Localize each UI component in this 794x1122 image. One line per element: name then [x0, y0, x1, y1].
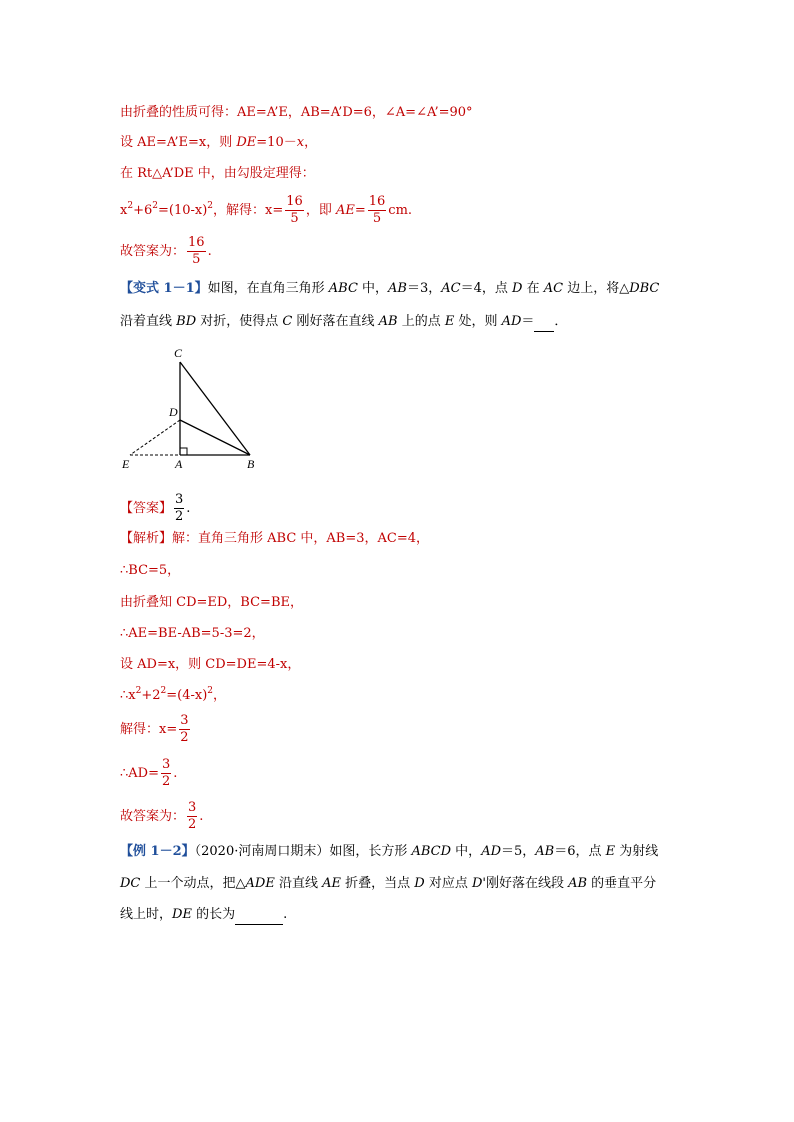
solution-line-4: $x^2+6^2=(10-x)^2$，解得：x= $\frac{16}{5}$ ，即 AE= $\frac{16}{5}$ cm.: [120, 194, 413, 226]
analysis-step-5: $\therefore x^2+2^2=(4-x)^2$，: [120, 686, 227, 703]
segment-db: [180, 420, 250, 455]
label-a: A: [175, 457, 183, 471]
fraction: $\frac{16}{5}$: [286, 194, 303, 226]
triangle-figure: [112, 340, 272, 475]
answer-blank: [534, 313, 554, 332]
analysis-step-7: ∴AD= $\frac{3}{2}$ .: [120, 757, 178, 789]
analysis-step-1: ∴BC=5，: [120, 563, 181, 578]
solution-line-2: 设 AE=A’E=x，则 DE=10－x，: [120, 135, 318, 150]
solution-line-1: [120, 104, 473, 122]
fraction: $\frac{3}{2}$: [180, 713, 189, 745]
example-line-3: 线上时，DE 的长为 .: [120, 906, 287, 925]
answer-blank: [235, 906, 283, 925]
analysis-step-3: ∴AE=BE-AB=5-3=2，: [120, 626, 265, 641]
analysis-step-4: 设 AD=x，则 CD=DE=4-x，: [120, 657, 301, 672]
fraction: $\frac{16}{5}$: [188, 235, 205, 267]
analysis-line: 【解析】解：直角三角形 ABC 中，AB=3，AC=4，: [120, 531, 430, 546]
answer-line: 故答案为： $\frac{16}{5}$ .: [120, 235, 212, 267]
analysis-step-6: 解得：x= $\frac{3}{2}$: [120, 713, 189, 745]
label-e: E: [122, 457, 130, 471]
answer-line-variant: 【答案】 $\frac{3}{2}$ .: [120, 492, 191, 524]
solution-line-3: 在 Rt△A’DE 中，由勾股定理得：: [120, 166, 315, 181]
example-line-1: 【例 1－2】（2020·河南周口期末）如图，长方形 ABCD 中，AD＝5，AB＝6，点 E 为射线: [120, 844, 659, 859]
label-c: C: [174, 346, 183, 360]
fraction: $\frac{16}{5}$: [368, 194, 386, 226]
label-b: B: [247, 457, 255, 471]
variant-line-1: 【变式 1－1】如图，在直角三角形 ABC 中，AB＝3，AC＝4，点 D 在 AC 边上，将△DBC: [120, 281, 660, 296]
segment-cb: [180, 362, 250, 455]
right-angle-mark: [180, 448, 187, 455]
fraction: $\frac{3}{2}$: [188, 800, 197, 832]
fraction: $\frac{3}{2}$: [161, 757, 171, 789]
fraction: $\frac{3}{2}$: [175, 492, 184, 524]
segment-de: [130, 420, 180, 455]
analysis-step-2: 由折叠知 CD=ED，BC=BE，: [120, 595, 303, 610]
variant-line-2: 沿着直线 BD 对折，使得点 C 刚好落在直线 AB 上的点 E 处，则 AD＝ ．: [120, 313, 567, 332]
analysis-answer: 故答案为： $\frac{3}{2}$ .: [120, 800, 204, 832]
text: 由折叠的性质可得：AE=A’E，AB=A’D=6，∠A=∠A’=90°: [120, 105, 473, 120]
example-tag: 【例 1－2】: [120, 844, 195, 859]
variant-tag: 【变式 1－1】: [120, 281, 208, 296]
label-d: D: [169, 405, 178, 419]
example-line-2: DC 上一个动点，把△ADE 沿直线 AE 折叠，当点 D 对应点 D'刚好落在线段 AB 的垂直平分: [120, 876, 657, 891]
